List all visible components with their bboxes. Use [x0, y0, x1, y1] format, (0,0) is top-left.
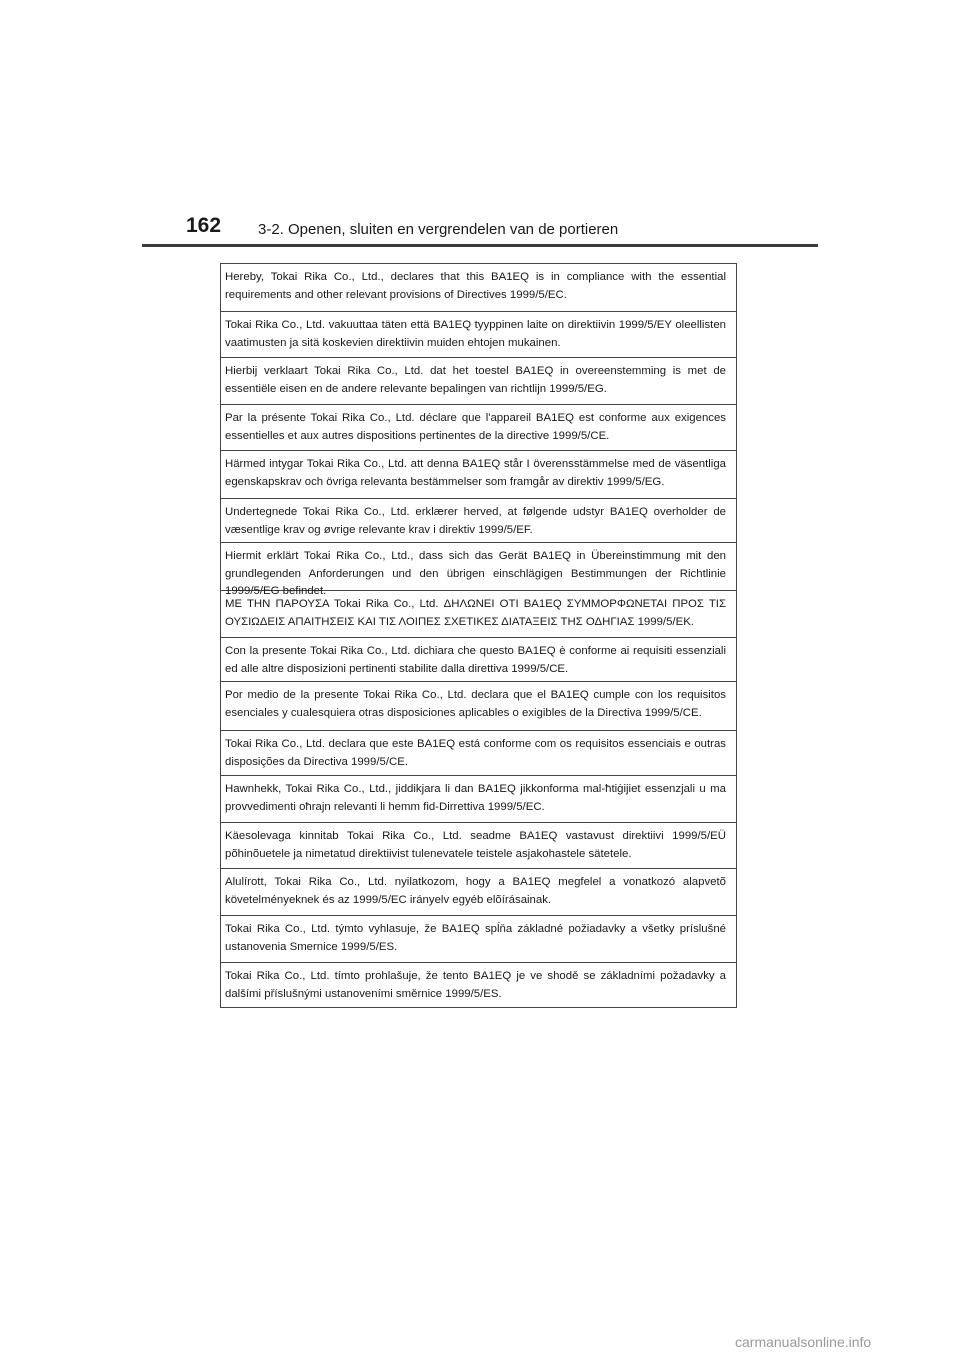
declaration-italian: Con la presente Tokai Rika Co., Ltd. dichiara che questo BA1EQ è conforme ai requisiti essenziali ed alle altre disposizioni pertinenti stabilite dalla direttiva 1999/5/CE. — [221, 637, 736, 681]
declaration-finnish: Tokai Rika Co., Ltd. vakuuttaa täten että BA1EQ tyyppinen laite on direktiivin 1999/5/EY oleellisten vaatimusten ja sitä koskevien direktiivin muiden ehtojen mukainen. — [221, 311, 736, 357]
declaration-slovak: Tokai Rika Co., Ltd. týmto vyhlasuje, že BA1EQ spĺňa základné požiadavky a všetky príslušné ustanovenia Smernice 1999/5/ES. — [221, 915, 736, 962]
header-divider — [142, 244, 818, 247]
declaration-czech: Tokai Rika Co., Ltd. tímto prohlašuje, že tento BA1EQ je ve shodě se základními požadavky a dalšími příslušnými ustanoveními směrnice 1999/5/ES. — [221, 962, 736, 1007]
page-number: 162 — [186, 214, 222, 237]
declaration-french: Par la présente Tokai Rika Co., Ltd. déclare que l'appareil BA1EQ est conforme aux exigences essentielles et aux autres dispositions pertinentes de la directive 1999/5/CE. — [221, 404, 736, 450]
watermark: carmanualsonline.info — [735, 1334, 872, 1350]
declaration-english: Hereby, Tokai Rika Co., Ltd., declares that this BA1EQ is in compliance with the essential requirements and other relevant provisions of Directives 1999/5/EC. — [225, 271, 726, 301]
declaration-hungarian: Alulírott, Tokai Rika Co., Ltd. nyilatkozom, hogy a BA1EQ megfelel a vonatkozó alapvetõ követelményeknek és az 1999/5/EC irányelv egyéb elõírásainak. — [221, 868, 736, 915]
declaration-german: Hiermit erklärt Tokai Rika Co., Ltd., dass sich das Gerät BA1EQ in Übereinstimmung mit den grundlegenden Anforderungen und den übrigen einschlägigen Bestimmungen der Richtlinie 1999/5/EG befindet. — [221, 542, 736, 590]
declaration-spanish: Por medio de la presente Tokai Rika Co., Ltd. declara que el BA1EQ cumple con los requisitos esenciales y cualesquiera otras disposiciones aplicables o exigibles de la Directiva 1999/5/CE. — [221, 681, 736, 730]
declaration-danish: Undertegnede Tokai Rika Co., Ltd. erklærer herved, at følgende udstyr BA1EQ overholder de væsentlige krav og øvrige relevante krav i direktiv 1999/5/EF. — [221, 498, 736, 542]
section-title: 3-2. Openen, sluiten en vergrendelen van de portieren — [258, 221, 619, 238]
declaration-maltese: Hawnhekk, Tokai Rika Co., Ltd., jiddikjara li dan BA1EQ jikkonforma mal-ħtiġijiet essenzjali u ma provvedimenti oħrajn relevanti li hemm fid-Dirrettiva 1999/5/EC. — [221, 775, 736, 822]
declaration-estonian: Käesolevaga kinnitab Tokai Rika Co., Ltd. seadme BA1EQ vastavust direktiivi 1999/5/EÜ põhinõuetele ja nimetatud direktiivist tulenevatele teistele asjakohastele sätetele. — [221, 822, 736, 868]
declaration-greek: ΜΕ ΤΗΝ ΠΑΡΟΥΣΑ Tokai Rika Co., Ltd. ΔΗΛΩΝΕΙ ΟΤΙ BA1EQ ΣΥΜΜΟΡΦΩΝΕΤΑΙ ΠΡΟΣ ΤΙΣ ΟΥΣΙΩΔΕΙΣ ΑΠΑΙΤΗΣΕΙΣ ΚΑΙ ΤΙΣ ΛΟΙΠΕΣ ΣΧΕΤΙΚΕΣ ΔΙΑΤΑΞΕΙΣ ΤΗΣ ΟΔΗΓΙΑΣ 1999/5/ΕΚ. — [221, 590, 736, 637]
declaration-portuguese: Tokai Rika Co., Ltd. declara que este BA1EQ está conforme com os requisitos essenciais e outras disposições da Directiva 1999/5/CE. — [221, 730, 736, 775]
declaration-dutch: Hierbij verklaart Tokai Rika Co., Ltd. dat het toestel BA1EQ in overeenstemming is met de essentiële eisen en de andere relevante bepalingen van richtlijn 1999/5/EG. — [221, 357, 736, 404]
declaration-swedish: Härmed intygar Tokai Rika Co., Ltd. att denna BA1EQ står I överensstämmelse med de väsentliga egenskapskrav och övriga relevanta bestämmelser som framgår av direktiv 1999/5/EG. — [221, 450, 736, 498]
declarations-table — [220, 263, 737, 1008]
